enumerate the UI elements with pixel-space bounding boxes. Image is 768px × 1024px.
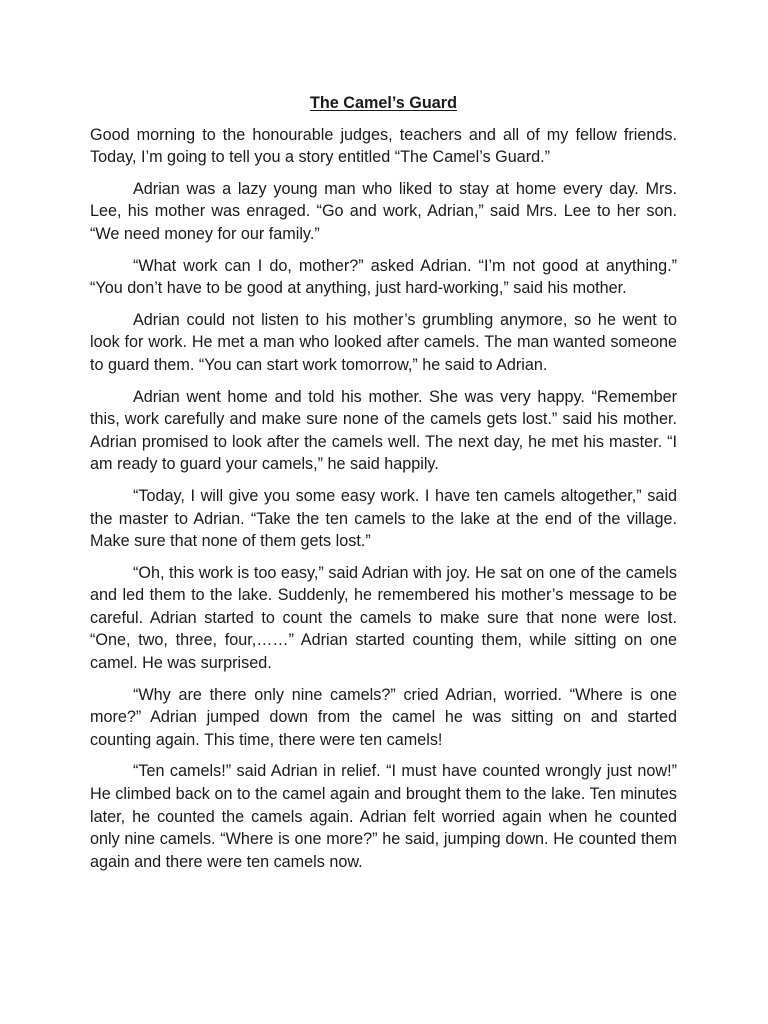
paragraph: “Why are there only nine camels?” cried Adrian, worried. “Where is one more?” Adrian jumped down from the camel he was sitting on and started counting again. This time, there were ten camels! <box>90 685 677 749</box>
document-page <box>90 92 677 882</box>
paragraph: “What work can I do, mother?” asked Adrian. “I’m not good at anything.” “You don’t have to be good at anything, just hard-working,” said his mother. <box>90 256 677 298</box>
paragraph: “Ten camels!” said Adrian in relief. “I must have counted wrongly just now!” He climbed back on to the camel again and brought them to the lake. Ten minutes later, he counted the camels again. Adrian felt worried again when he counted only nine camels. “Where is one more?” he said, jumping down. He counted them again and there were ten camels now. <box>90 762 677 871</box>
paragraph: “Today, I will give you some easy work. I have ten camels altogether,” said the master to Adrian. “Take the ten camels to the lake at the end of the village. Make sure that none of them gets lost.” <box>90 486 677 551</box>
paragraph: Adrian could not listen to his mother’s grumbling anymore, so he went to look for work. He met a man who looked after camels. The man wanted someone to guard them. “You can start work tomorrow,” he said to Adrian. <box>90 310 677 374</box>
paragraph: Adrian went home and told his mother. She was very happy. “Remember this, work carefully and make sure none of the camels gets lost.” said his mother. Adrian promised to look after the camels well. The next day, he met his master. “I am ready to guard your camels,” he said happily. <box>90 387 677 474</box>
paragraph-greeting: Good morning to the honourable judges, teachers and all of my fellow friends. Today, I’m going to tell you a story entitled “The Camel’s Guard.” <box>90 125 677 167</box>
paragraph: Adrian was a lazy young man who liked to stay at home every day. Mrs. Lee, his mother was enraged. “Go and work, Adrian,” said Mrs. Lee to her son. “We need money for our family.” <box>90 179 677 243</box>
paragraph: “Oh, this work is too easy,” said Adrian with joy. He sat on one of the camels and led them to the lake. Suddenly, he remembered his mother’s message to be careful. Adrian started to count the camels to make sure that none were lost. “One, two, three, four,……” Adrian started counting them, while sitting on one camel. He was surprised. <box>90 563 677 673</box>
document-title: The Camel’s Guard <box>310 94 457 112</box>
